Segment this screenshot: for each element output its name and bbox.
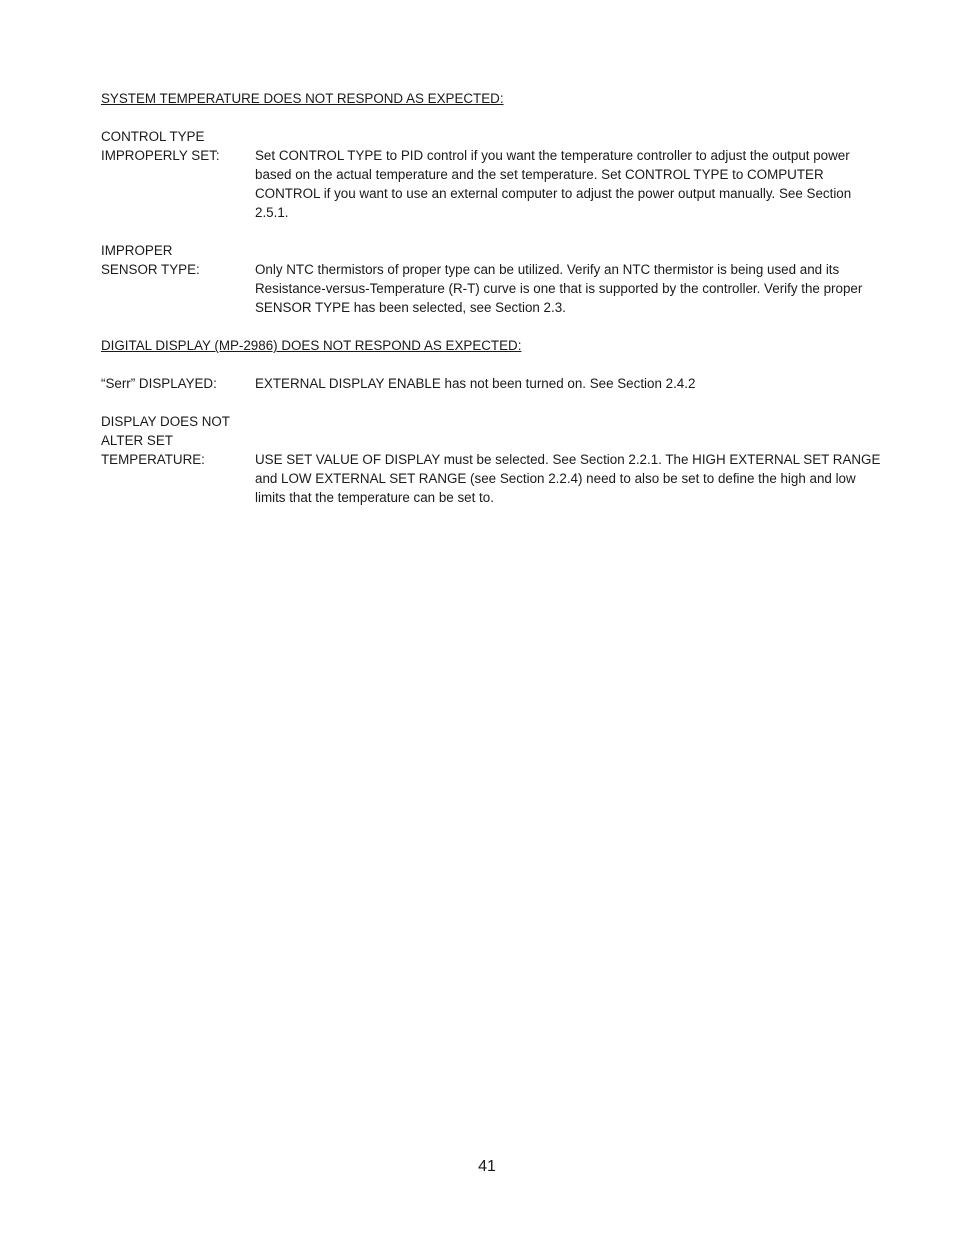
entry-serr-displayed (101, 374, 881, 393)
entry-label-line: ALTER SET (101, 433, 173, 448)
document-body (101, 89, 881, 507)
section-digital-display (101, 336, 881, 507)
entry-term: “Serr” DISPLAYED: (101, 376, 217, 391)
entry-description: Only NTC thermistors of proper type can be utilized. Verify an NTC thermistor is being used and its Resistance-versus-Temperature (R-T) curve is one that is supported by the controller. Verify the proper SENSOR TYPE has been selected, see Section 2.3. (255, 262, 863, 315)
entry-label-line: IMPROPER (101, 243, 173, 258)
entry-display-does-not-alter (101, 412, 881, 507)
entry-description: USE SET VALUE OF DISPLAY must be selected. See Section 2.2.1. The HIGH EXTERNAL SET RANGE and LOW EXTERNAL SET RANGE (see Section 2.2.4) need to also be set to define the high and low limits that the temperature can be set to. (255, 452, 881, 505)
section-heading: SYSTEM TEMPERATURE DOES NOT RESPOND AS EXPECTED: (101, 91, 504, 106)
entry-sensor-type (101, 241, 881, 317)
page-number: 41 (478, 1158, 496, 1175)
entry-label-line: DISPLAY DOES NOT (101, 414, 230, 429)
entry-description: Set CONTROL TYPE to PID control if you want the temperature controller to adjust the output power based on the actual temperature and the set temperature. Set CONTROL TYPE to COMPUTER CONTROL if you want to use an external computer to adjust the power output manually. See Section 2.5.1. (255, 148, 852, 220)
entry-term: TEMPERATURE: (101, 452, 205, 467)
entry-description: EXTERNAL DISPLAY ENABLE has not been turned on. See Section 2.4.2 (255, 376, 696, 391)
entry-term: SENSOR TYPE: (101, 262, 200, 277)
entry-term: IMPROPERLY SET: (101, 148, 220, 163)
entry-label-line: CONTROL TYPE (101, 129, 205, 144)
entry-control-type (101, 127, 881, 222)
section-heading: DIGITAL DISPLAY (MP-2986) DOES NOT RESPOND AS EXPECTED: (101, 338, 522, 353)
section-system-temperature (101, 89, 881, 336)
